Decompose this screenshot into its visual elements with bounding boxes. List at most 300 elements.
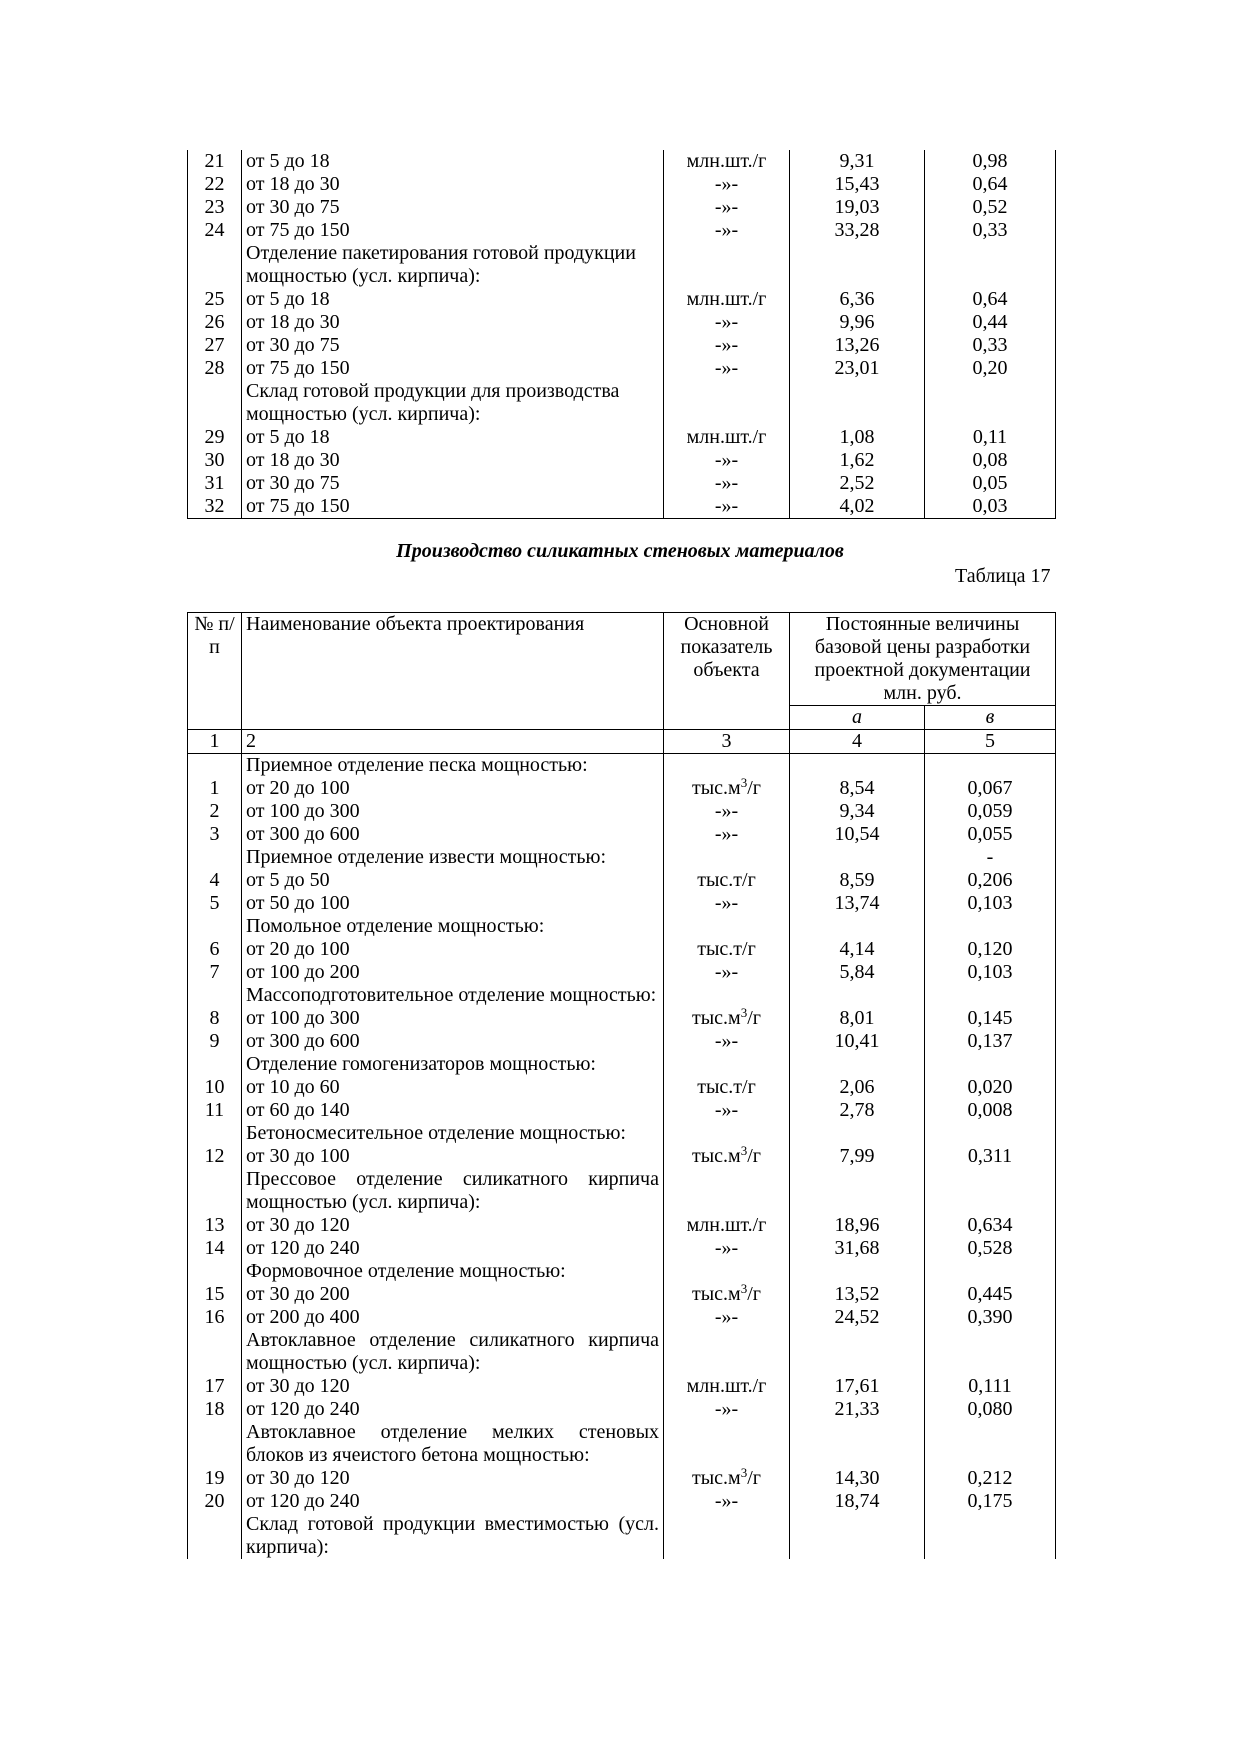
row-number: 4 — [188, 869, 242, 892]
main-indicator — [664, 380, 790, 403]
object-name: от 100 до 200 — [242, 961, 664, 984]
object-name: Приемное отделение извести мощностью: — [242, 846, 664, 869]
price-b — [925, 265, 1056, 288]
object-name: от 300 до 600 — [242, 823, 664, 846]
object-name: Отделение пакетирования готовой продукции — [242, 242, 664, 265]
price-b: 0,067 — [925, 777, 1056, 800]
object-name: от 30 до 120 — [242, 1467, 664, 1490]
price-a: 13,52 — [790, 1283, 925, 1306]
price-b — [925, 242, 1056, 265]
price-b: 0,03 — [925, 495, 1056, 519]
price-b: 0,20 — [925, 357, 1056, 380]
price-b — [925, 1421, 1056, 1467]
price-b: 0,145 — [925, 1007, 1056, 1030]
unit-suffix: /г — [747, 1467, 761, 1489]
table-row — [188, 1168, 1056, 1214]
row-number: 21 — [188, 150, 242, 173]
row-number: 20 — [188, 1490, 242, 1513]
table-row — [188, 1398, 1056, 1421]
row-number: 18 — [188, 1398, 242, 1421]
row-number — [188, 1168, 242, 1214]
column-index-4: 4 — [790, 730, 925, 754]
table-row — [188, 823, 1056, 846]
price-a: 6,36 — [790, 288, 925, 311]
main-indicator: млн.шт./г — [664, 1375, 790, 1398]
row-number — [188, 242, 242, 265]
price-b — [925, 403, 1056, 426]
price-a — [790, 380, 925, 403]
row-number: 11 — [188, 1099, 242, 1122]
row-number: 32 — [188, 495, 242, 519]
row-number: 2 — [188, 800, 242, 823]
price-b — [925, 380, 1056, 403]
main-indicator — [664, 846, 790, 869]
object-name: от 30 до 200 — [242, 1283, 664, 1306]
main-indicator: тыс.т/г — [664, 869, 790, 892]
price-b: 0,44 — [925, 311, 1056, 334]
unit-text: тыс.м — [692, 777, 741, 799]
price-a: 21,33 — [790, 1398, 925, 1421]
main-indicator: -»- — [664, 449, 790, 472]
price-a: 9,96 — [790, 311, 925, 334]
row-number: 15 — [188, 1283, 242, 1306]
main-indicator — [664, 1329, 790, 1375]
unit-superscript: 3 — [740, 1143, 748, 1158]
row-number: 23 — [188, 196, 242, 219]
price-a — [790, 1260, 925, 1283]
main-indicator: -»- — [664, 892, 790, 915]
unit-superscript: 3 — [740, 1005, 748, 1020]
main-indicator: -»- — [664, 173, 790, 196]
object-name: Прессовое отделение силикатного кирпича мощностью (усл. кирпича): — [242, 1168, 664, 1214]
table-row — [188, 892, 1056, 915]
table-row — [188, 1260, 1056, 1283]
row-number — [188, 915, 242, 938]
object-name: от 5 до 50 — [242, 869, 664, 892]
price-a: 5,84 — [790, 961, 925, 984]
object-name: от 30 до 75 — [242, 196, 664, 219]
row-number: 19 — [188, 1467, 242, 1490]
object-name: от 75 до 150 — [242, 495, 664, 519]
table-row — [188, 196, 1056, 219]
column-index-5: 5 — [925, 730, 1056, 754]
object-name: от 300 до 600 — [242, 1030, 664, 1053]
object-name: от 75 до 150 — [242, 219, 664, 242]
object-name: от 30 до 75 — [242, 472, 664, 495]
row-number: 7 — [188, 961, 242, 984]
table-row — [188, 1122, 1056, 1145]
table-row — [188, 1513, 1056, 1559]
main-indicator: -»- — [664, 334, 790, 357]
price-a: 7,99 — [790, 1145, 925, 1168]
price-a: 2,06 — [790, 1076, 925, 1099]
table-row — [188, 242, 1056, 265]
price-b — [925, 1168, 1056, 1214]
main-indicator: -»- — [664, 311, 790, 334]
price-a: 17,61 — [790, 1375, 925, 1398]
price-a — [790, 754, 925, 778]
price-a: 13,74 — [790, 892, 925, 915]
price-b: 0,206 — [925, 869, 1056, 892]
row-number: 3 — [188, 823, 242, 846]
price-a: 10,54 — [790, 823, 925, 846]
object-name: мощностью (усл. кирпича): — [242, 265, 664, 288]
object-name: от 50 до 100 — [242, 892, 664, 915]
price-b: 0,055 — [925, 823, 1056, 846]
price-b: 0,212 — [925, 1467, 1056, 1490]
price-a: 1,08 — [790, 426, 925, 449]
object-name: от 100 до 300 — [242, 1007, 664, 1030]
table-row — [188, 1076, 1056, 1099]
price-b: 0,33 — [925, 219, 1056, 242]
object-name: от 120 до 240 — [242, 1398, 664, 1421]
main-indicator: -»- — [664, 1490, 790, 1513]
row-number: 27 — [188, 334, 242, 357]
table-header — [188, 613, 1056, 730]
price-a: 24,52 — [790, 1306, 925, 1329]
object-name: от 5 до 18 — [242, 288, 664, 311]
unit-text: тыс.м — [692, 1145, 741, 1167]
price-a: 8,59 — [790, 869, 925, 892]
price-b: 0,52 — [925, 196, 1056, 219]
price-a: 8,01 — [790, 1007, 925, 1030]
table-row — [188, 961, 1056, 984]
main-indicator: -»- — [664, 495, 790, 519]
price-a: 33,28 — [790, 219, 925, 242]
table-row — [188, 754, 1056, 778]
table-row — [188, 915, 1056, 938]
main-table-body — [188, 754, 1056, 1560]
price-a — [790, 265, 925, 288]
table-row — [188, 1467, 1056, 1490]
price-b: 0,059 — [925, 800, 1056, 823]
price-a — [790, 1122, 925, 1145]
price-b: 0,08 — [925, 449, 1056, 472]
section-title: Производство силикатных стеновых материалов — [396, 540, 844, 562]
object-name: от 30 до 100 — [242, 1145, 664, 1168]
price-a: 9,34 — [790, 800, 925, 823]
object-name: от 30 до 120 — [242, 1214, 664, 1237]
main-indicator — [664, 1053, 790, 1076]
object-name: Склад готовой продукции вместимостью (усл. кирпича): — [242, 1513, 664, 1559]
price-b: 0,008 — [925, 1099, 1056, 1122]
table-row — [188, 472, 1056, 495]
object-name: от 10 до 60 — [242, 1076, 664, 1099]
price-a: 13,26 — [790, 334, 925, 357]
price-a — [790, 403, 925, 426]
unit-suffix: /г — [747, 1007, 761, 1029]
main-indicator — [664, 1122, 790, 1145]
price-b: 0,020 — [925, 1076, 1056, 1099]
table-row — [188, 938, 1056, 961]
price-b: 0,311 — [925, 1145, 1056, 1168]
price-b — [925, 915, 1056, 938]
price-b: 0,64 — [925, 173, 1056, 196]
row-number: 6 — [188, 938, 242, 961]
row-number — [188, 1329, 242, 1375]
main-indicator: -»- — [664, 357, 790, 380]
price-a: 9,31 — [790, 150, 925, 173]
table-row — [188, 265, 1056, 288]
main-indicator: млн.шт./г — [664, 1214, 790, 1237]
price-a: 15,43 — [790, 173, 925, 196]
object-name: Помольное отделение мощностью: — [242, 915, 664, 938]
row-number: 16 — [188, 1306, 242, 1329]
object-name: от 100 до 300 — [242, 800, 664, 823]
price-a — [790, 242, 925, 265]
row-number: 26 — [188, 311, 242, 334]
object-name: Приемное отделение песка мощностью: — [242, 754, 664, 778]
row-number: 28 — [188, 357, 242, 380]
object-name: от 18 до 30 — [242, 311, 664, 334]
price-a: 31,68 — [790, 1237, 925, 1260]
row-number — [188, 1260, 242, 1283]
row-number: 13 — [188, 1214, 242, 1237]
object-name: от 200 до 400 — [242, 1306, 664, 1329]
main-indicator: тыс.т/г — [664, 938, 790, 961]
object-name: от 20 до 100 — [242, 777, 664, 800]
row-number: 12 — [188, 1145, 242, 1168]
main-indicator: млн.шт./г — [664, 150, 790, 173]
unit-text: тыс.м — [692, 1007, 741, 1029]
table-row — [188, 1053, 1056, 1076]
table-row — [188, 1421, 1056, 1467]
main-indicator — [664, 777, 790, 800]
table-row — [188, 288, 1056, 311]
main-indicator — [664, 242, 790, 265]
object-name: Автоклавное отделение мелких стеновых блоков из ячеистого бетона мощностью: — [242, 1421, 664, 1467]
row-number: 10 — [188, 1076, 242, 1099]
header-base-price: Постоянные величины базовой цены разработки проектной документации млн. руб. — [790, 613, 1056, 706]
row-number: 17 — [188, 1375, 242, 1398]
table-row — [188, 495, 1056, 519]
price-a: 19,03 — [790, 196, 925, 219]
price-a: 14,30 — [790, 1467, 925, 1490]
object-name: Отделение гомогенизаторов мощностью: — [242, 1053, 664, 1076]
table-row — [188, 426, 1056, 449]
row-number — [188, 265, 242, 288]
unit-superscript: 3 — [740, 1281, 748, 1296]
main-indicator: -»- — [664, 472, 790, 495]
price-b: 0,33 — [925, 334, 1056, 357]
object-name: Формовочное отделение мощностью: — [242, 1260, 664, 1283]
table-row — [188, 449, 1056, 472]
main-indicator: -»- — [664, 1398, 790, 1421]
price-b: - — [925, 846, 1056, 869]
price-b: 0,390 — [925, 1306, 1056, 1329]
object-name: Массоподготовительное отделение мощностью: — [242, 984, 664, 1007]
price-b — [925, 754, 1056, 778]
row-number: 22 — [188, 173, 242, 196]
object-name: от 5 до 18 — [242, 426, 664, 449]
column-index-row — [188, 730, 1056, 754]
object-name: от 120 до 240 — [242, 1237, 664, 1260]
unit-suffix: /г — [747, 1145, 761, 1167]
main-indicator: -»- — [664, 961, 790, 984]
price-a: 10,41 — [790, 1030, 925, 1053]
price-a — [790, 1513, 925, 1559]
table-row — [188, 1007, 1056, 1030]
row-number: 25 — [188, 288, 242, 311]
table-row — [188, 150, 1056, 173]
object-name: Склад готовой продукции для производства — [242, 380, 664, 403]
price-b: 0,98 — [925, 150, 1056, 173]
main-indicator — [664, 1467, 790, 1490]
header-sub-b: в — [925, 706, 1056, 730]
price-a — [790, 1053, 925, 1076]
main-indicator: -»- — [664, 800, 790, 823]
price-b: 0,137 — [925, 1030, 1056, 1053]
table-number-label: Таблица 17 — [955, 565, 1051, 587]
table-row — [188, 311, 1056, 334]
price-b: 0,64 — [925, 288, 1056, 311]
main-indicator: млн.шт./г — [664, 426, 790, 449]
row-number — [188, 1122, 242, 1145]
main-indicator: -»- — [664, 823, 790, 846]
table-row — [188, 357, 1056, 380]
main-indicator — [664, 1168, 790, 1214]
main-indicator — [664, 403, 790, 426]
unit-superscript: 3 — [740, 1465, 748, 1480]
main-indicator — [664, 1513, 790, 1559]
price-a — [790, 915, 925, 938]
price-a — [790, 1329, 925, 1375]
continued-table-body — [188, 150, 1056, 519]
row-number: 14 — [188, 1237, 242, 1260]
row-number — [188, 1421, 242, 1467]
column-index-2: 2 — [242, 730, 664, 754]
price-a — [790, 1168, 925, 1214]
price-b: 0,05 — [925, 472, 1056, 495]
main-indicator — [664, 1421, 790, 1467]
price-a: 18,74 — [790, 1490, 925, 1513]
price-a — [790, 846, 925, 869]
price-a: 2,52 — [790, 472, 925, 495]
main-indicator: млн.шт./г — [664, 288, 790, 311]
main-indicator — [664, 915, 790, 938]
object-name: от 30 до 120 — [242, 1375, 664, 1398]
object-name: от 20 до 100 — [242, 938, 664, 961]
main-indicator: -»- — [664, 196, 790, 219]
unit-text: тыс.м — [692, 1283, 741, 1305]
column-index-1: 1 — [188, 730, 242, 754]
main-indicator: -»- — [664, 1306, 790, 1329]
row-number — [188, 846, 242, 869]
row-number — [188, 984, 242, 1007]
main-indicator — [664, 1283, 790, 1306]
row-number — [188, 754, 242, 778]
unit-suffix: /г — [747, 1283, 761, 1305]
main-indicator — [664, 1007, 790, 1030]
price-b: 0,080 — [925, 1398, 1056, 1421]
object-name: от 75 до 150 — [242, 357, 664, 380]
row-number: 1 — [188, 777, 242, 800]
price-b — [925, 1053, 1056, 1076]
silicate-materials-price-table — [187, 612, 1056, 1559]
price-a: 18,96 — [790, 1214, 925, 1237]
price-b: 0,103 — [925, 961, 1056, 984]
table-row — [188, 219, 1056, 242]
price-b: 0,528 — [925, 1237, 1056, 1260]
price-a — [790, 984, 925, 1007]
price-b — [925, 984, 1056, 1007]
table-row — [188, 1329, 1056, 1375]
header-number: № п/п — [188, 613, 242, 730]
row-number: 31 — [188, 472, 242, 495]
main-indicator: тыс.т/г — [664, 1076, 790, 1099]
price-a: 8,54 — [790, 777, 925, 800]
table-row — [188, 403, 1056, 426]
price-a: 1,62 — [790, 449, 925, 472]
row-number: 30 — [188, 449, 242, 472]
table-row — [188, 984, 1056, 1007]
price-b: 0,175 — [925, 1490, 1056, 1513]
continued-price-table — [187, 150, 1056, 519]
table-row — [188, 1030, 1056, 1053]
table-row — [188, 1145, 1056, 1168]
price-b: 0,103 — [925, 892, 1056, 915]
object-name: от 18 до 30 — [242, 449, 664, 472]
main-indicator: -»- — [664, 219, 790, 242]
price-b: 0,111 — [925, 1375, 1056, 1398]
row-number: 8 — [188, 1007, 242, 1030]
main-indicator — [664, 754, 790, 778]
table-row — [188, 1214, 1056, 1237]
main-indicator: -»- — [664, 1030, 790, 1053]
price-b — [925, 1122, 1056, 1145]
price-a: 4,02 — [790, 495, 925, 519]
object-name: Бетоносмесительное отделение мощностью: — [242, 1122, 664, 1145]
table-row — [188, 1490, 1056, 1513]
table-row — [188, 1306, 1056, 1329]
object-name: от 120 до 240 — [242, 1490, 664, 1513]
main-indicator: -»- — [664, 1237, 790, 1260]
table-row — [188, 1237, 1056, 1260]
row-number — [188, 403, 242, 426]
table-row — [188, 334, 1056, 357]
row-number — [188, 1053, 242, 1076]
main-indicator: -»- — [664, 1099, 790, 1122]
object-name: от 60 до 140 — [242, 1099, 664, 1122]
price-b: 0,445 — [925, 1283, 1056, 1306]
row-number — [188, 380, 242, 403]
object-name: от 5 до 18 — [242, 150, 664, 173]
row-number: 9 — [188, 1030, 242, 1053]
object-name: от 18 до 30 — [242, 173, 664, 196]
price-b — [925, 1329, 1056, 1375]
price-a: 4,14 — [790, 938, 925, 961]
price-b: 0,634 — [925, 1214, 1056, 1237]
price-b: 0,11 — [925, 426, 1056, 449]
price-b — [925, 1513, 1056, 1559]
row-number — [188, 1513, 242, 1559]
object-name: Автоклавное отделение силикатного кирпича мощностью (усл. кирпича): — [242, 1329, 664, 1375]
table-row — [188, 777, 1056, 800]
table-row — [188, 1099, 1056, 1122]
table-row — [188, 173, 1056, 196]
price-a: 2,78 — [790, 1099, 925, 1122]
main-indicator — [664, 265, 790, 288]
table-row — [188, 380, 1056, 403]
object-name: мощностью (усл. кирпича): — [242, 403, 664, 426]
price-a: 23,01 — [790, 357, 925, 380]
main-indicator — [664, 1145, 790, 1168]
main-indicator — [664, 1260, 790, 1283]
unit-suffix: /г — [747, 777, 761, 799]
unit-superscript: 3 — [740, 775, 748, 790]
unit-text: тыс.м — [692, 1467, 741, 1489]
header-object-name: Наименование объекта проектирования — [242, 613, 664, 730]
